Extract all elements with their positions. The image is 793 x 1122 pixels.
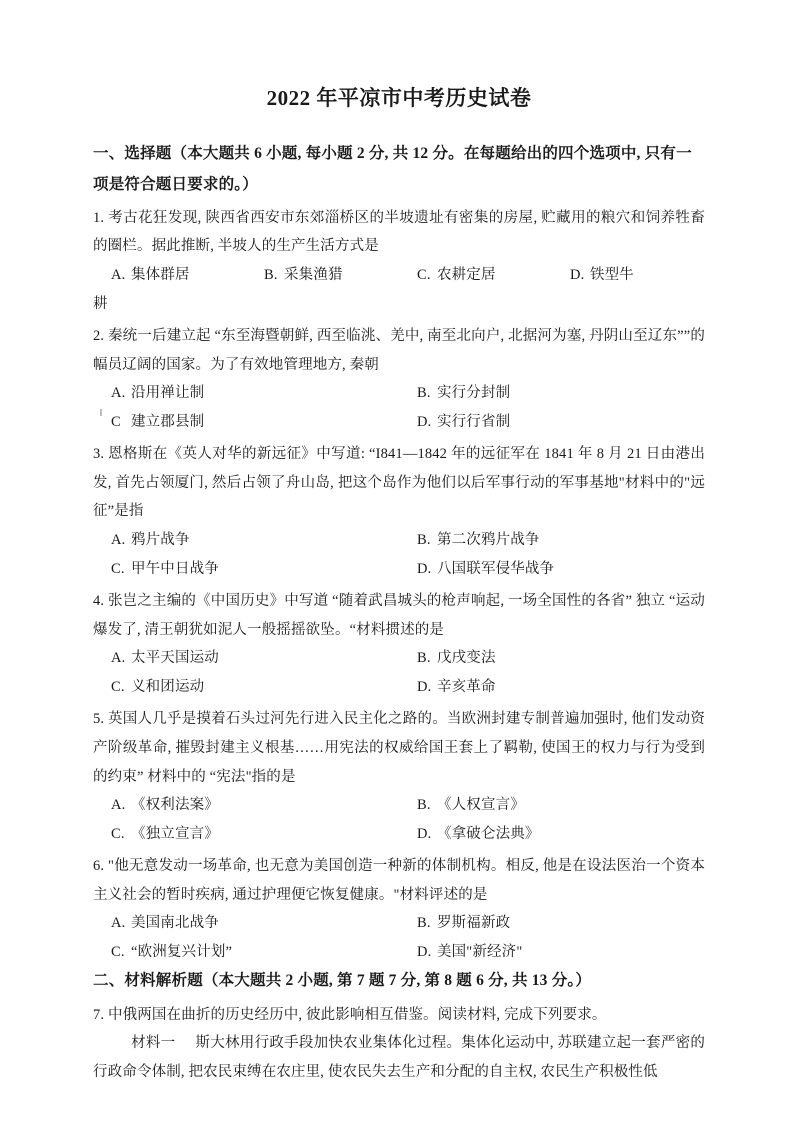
section-heading-1: 一、选择题（本大题共 6 小题, 每小题 2 分, 共 12 分。在每题给出的四个选项中, 只有一项是符合题日要求的。）: [93, 145, 692, 193]
option-text: 甲午中日战争: [131, 560, 219, 577]
option-label: B.: [417, 385, 431, 402]
option-c[interactable]: [93, 938, 399, 967]
option-d[interactable]: [399, 408, 705, 437]
option-b[interactable]: [399, 379, 705, 408]
option-label: A.: [111, 385, 126, 402]
question-1: [93, 204, 705, 318]
question-options: [93, 791, 705, 848]
option-label: A.: [111, 650, 126, 667]
option-text: 实行行省制: [437, 413, 511, 430]
option-label: C.: [111, 678, 125, 695]
option-d[interactable]: [399, 820, 705, 849]
option-overflow-text: 耕: [93, 295, 108, 312]
option-text: 《权利法案》: [131, 797, 219, 814]
option-text: 农耕定居: [437, 266, 496, 283]
option-label: C.: [417, 266, 431, 283]
option-label: D.: [417, 678, 432, 695]
option-label: C.: [111, 825, 125, 842]
option-label: A.: [111, 915, 126, 932]
option-a[interactable]: [93, 526, 399, 555]
option-text: 铁型牛: [590, 266, 634, 283]
question-options: [93, 644, 705, 701]
section-heading-2: 二、材料解析题（本大题共 2 小题, 第 7 题 7 分, 第 8 题 6 分, 共 13 分。）: [93, 972, 592, 990]
option-b[interactable]: [246, 261, 399, 290]
option-label: A.: [111, 532, 126, 549]
option-label: B.: [264, 266, 278, 283]
question-stem: 3. 恩格斯在《英人对华的新远征》中写道: “I841—1842 年的远征军在 1841 年 8 月 21 日由港出发, 首先占领厦门, 然后占领了舟山岛, 把这个岛作为他们以后军事行动的军事基地"材料中的"远征”是指: [93, 446, 705, 520]
option-label: A.: [111, 797, 126, 814]
option-c[interactable]: [93, 555, 399, 584]
option-label: D.: [417, 825, 432, 842]
option-text: 戊戌变法: [437, 650, 496, 667]
option-text: 采集渔猎: [284, 266, 343, 283]
option-label: D.: [417, 413, 432, 430]
material-text: 斯大林用行政手段加快农业集体化过程。集体化运动中, 苏联建立起一套严密的行政命令体制, 把农民束缚在农庄里, 使农民失去生产和分配的自主权, 农民生产积极性低: [93, 1035, 705, 1080]
option-text: “欧洲复兴计划”: [131, 943, 233, 960]
option-label: B.: [417, 797, 431, 814]
option-b[interactable]: [399, 909, 705, 938]
option-c[interactable]: [399, 261, 552, 290]
question-stem: 4. 张岂之主编的《中国历史》中写道 “随着武昌城头的枪声响起, 一场全国性的各省” 独立 “运动爆发了, 清王朝犹如泥人一般摇摇欲坠。“材料掼述的是: [93, 593, 705, 638]
option-d[interactable]: [552, 261, 705, 290]
question-stem: 7. 中俄两国在曲折的历史经历中, 彼此影响相互借鉴。阅读材料, 完成下列要求。: [93, 1006, 607, 1023]
option-text: 集体群居: [131, 266, 190, 283]
option-text: 《独立宣言》: [131, 825, 219, 842]
material-label: 材料一: [131, 1035, 176, 1052]
option-d[interactable]: [399, 938, 705, 967]
option-label: B.: [417, 532, 431, 549]
option-b[interactable]: [399, 526, 705, 555]
option-a[interactable]: [93, 261, 246, 290]
option-c[interactable]: [93, 408, 399, 437]
option-a[interactable]: [93, 379, 399, 408]
option-label: C.: [111, 943, 125, 960]
option-c[interactable]: [93, 673, 399, 702]
question-stem: 2. 秦统一后建立起 “东至海暨朝鲜, 西至临洮、羌中, 南至北向户, 北据河为塞, 丹阴山至辽东””的幅员辽阔的国家。为了有效地管理地方, 秦朝: [93, 328, 705, 373]
option-c[interactable]: [93, 820, 399, 849]
option-label: D.: [417, 560, 432, 577]
scan-artifact-mark: [100, 409, 102, 416]
question-stem: 1. 考古花狂发现, 陕西省西安市东郊淄桥区的半坡遗址有密集的房屋, 贮藏用的粮穴和饲养牲畜的圈栏。据此推断, 半坡人的生产生活方式是: [93, 209, 705, 255]
option-text: 美国"新经济": [437, 943, 523, 960]
option-a[interactable]: [93, 909, 399, 938]
question-stem: 5. 英国人几乎是摸着石头过河先行进入民主化之路的。当欧洲封建专制普遍加强时, 他们发动资产阶级革命, 摧毁封建主义根基……用宪法的权威给国王套上了羁勒, 使国王的权力与行为受到的约束” 材料中的 “宪法"指的是: [93, 711, 705, 785]
option-text: 《拿破仑法典》: [437, 825, 540, 842]
option-text: 八国联军侵华战争: [437, 560, 555, 577]
question-5: [93, 705, 705, 848]
option-label: A.: [111, 266, 126, 283]
option-text: 沿用禅让制: [131, 385, 205, 402]
material-one: [93, 1029, 705, 1086]
option-text: 太平天国运动: [131, 650, 219, 667]
question-stem: 6. "他无意发动一场革命, 也无意为美国创造一种新的体制机构。相反, 他是在设法医治一个资本主义社会的暂时疾病, 通过护理便它恢复健康。"材料评述的是: [93, 858, 705, 903]
option-text: 罗斯福新政: [437, 915, 511, 932]
option-label: C.: [111, 560, 125, 577]
question-2: [93, 322, 705, 436]
page-content: [93, 84, 705, 1086]
option-d[interactable]: [399, 555, 705, 584]
option-a[interactable]: [93, 644, 399, 673]
option-label: D.: [570, 266, 585, 283]
option-label: B.: [417, 650, 431, 667]
question-options: [93, 261, 705, 290]
option-label: D.: [417, 943, 432, 960]
option-text: 义和团运动: [131, 678, 205, 695]
question-7: [93, 1001, 705, 1087]
option-text: 建立郡县制: [131, 413, 205, 430]
option-text: 美国南北战争: [131, 915, 219, 932]
option-d[interactable]: [399, 673, 705, 702]
question-options: [93, 909, 705, 966]
option-text: 鸦片战争: [131, 532, 190, 549]
option-a[interactable]: [93, 791, 399, 820]
option-b[interactable]: [399, 791, 705, 820]
question-6: [93, 852, 705, 966]
option-b[interactable]: [399, 644, 705, 673]
question-3: [93, 440, 705, 583]
option-text: 实行分封制: [437, 385, 511, 402]
question-4: [93, 587, 705, 701]
option-label: C: [111, 413, 121, 430]
question-options: [93, 526, 705, 583]
question-options: [93, 379, 705, 436]
option-text: 第二次鸦片战争: [437, 532, 540, 549]
option-text: 《人权宣言》: [437, 797, 525, 814]
page-title: 2022 年平凉市中考历史试卷: [266, 86, 532, 110]
option-label: B.: [417, 915, 431, 932]
option-text: 辛亥革命: [437, 678, 496, 695]
